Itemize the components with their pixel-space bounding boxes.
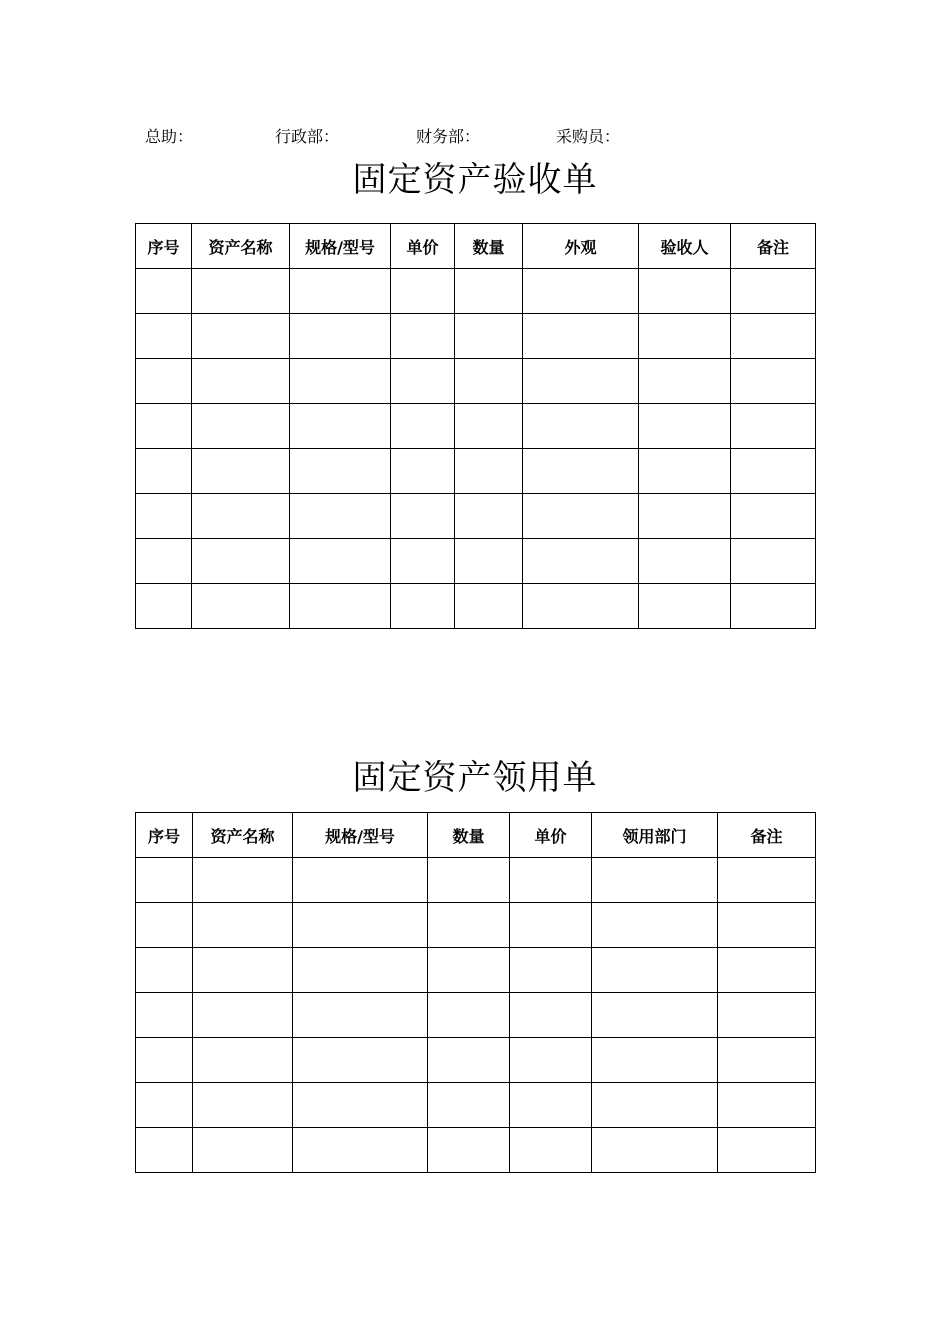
- empty-cell[interactable]: [136, 993, 193, 1038]
- empty-cell[interactable]: [193, 948, 293, 993]
- empty-cell[interactable]: [290, 269, 391, 314]
- empty-cell[interactable]: [510, 948, 592, 993]
- empty-cell[interactable]: [639, 269, 731, 314]
- empty-cell[interactable]: [391, 494, 455, 539]
- empty-cell[interactable]: [455, 269, 523, 314]
- table-row: [136, 494, 816, 539]
- empty-cell[interactable]: [193, 1038, 293, 1083]
- empty-cell[interactable]: [455, 539, 523, 584]
- empty-cell[interactable]: [592, 1128, 718, 1173]
- table-row: [136, 449, 816, 494]
- empty-cell[interactable]: [731, 584, 816, 629]
- empty-cell[interactable]: [428, 1128, 510, 1173]
- table-row: [136, 1128, 816, 1173]
- empty-cell[interactable]: [592, 993, 718, 1038]
- empty-cell[interactable]: [523, 314, 639, 359]
- header-cell: 数量: [428, 813, 510, 858]
- empty-cell[interactable]: [718, 903, 816, 948]
- empty-cell[interactable]: [290, 314, 391, 359]
- empty-cell[interactable]: [293, 1128, 428, 1173]
- empty-cell[interactable]: [523, 494, 639, 539]
- empty-cell[interactable]: [428, 993, 510, 1038]
- table-row: [136, 314, 816, 359]
- empty-cell[interactable]: [731, 494, 816, 539]
- empty-cell[interactable]: [510, 1038, 592, 1083]
- empty-cell[interactable]: [718, 1038, 816, 1083]
- acceptance-form-title: 固定资产验收单: [352, 160, 598, 200]
- empty-cell[interactable]: [290, 539, 391, 584]
- empty-cell[interactable]: [136, 1038, 193, 1083]
- empty-cell[interactable]: [523, 584, 639, 629]
- empty-cell[interactable]: [455, 494, 523, 539]
- empty-cell[interactable]: [428, 948, 510, 993]
- empty-cell[interactable]: [391, 539, 455, 584]
- empty-cell[interactable]: [718, 1083, 816, 1128]
- header-cell: 序号: [136, 224, 192, 269]
- empty-cell[interactable]: [510, 1128, 592, 1173]
- table-row: [136, 1083, 816, 1128]
- empty-cell[interactable]: [731, 359, 816, 404]
- header-cell: 领用部门: [592, 813, 718, 858]
- empty-cell[interactable]: [290, 494, 391, 539]
- header-cell: 序号: [136, 813, 193, 858]
- empty-cell[interactable]: [192, 314, 290, 359]
- empty-cell[interactable]: [192, 584, 290, 629]
- empty-cell[interactable]: [193, 1083, 293, 1128]
- empty-cell[interactable]: [391, 269, 455, 314]
- signature-finance-dept: 财务部：: [416, 127, 481, 146]
- header-cell: 验收人: [639, 224, 731, 269]
- empty-cell[interactable]: [455, 404, 523, 449]
- empty-cell[interactable]: [523, 359, 639, 404]
- header-cell: 资产名称: [193, 813, 293, 858]
- table-row: [136, 948, 816, 993]
- empty-cell[interactable]: [718, 1128, 816, 1173]
- empty-cell[interactable]: [428, 1083, 510, 1128]
- empty-cell[interactable]: [136, 269, 192, 314]
- empty-cell[interactable]: [639, 449, 731, 494]
- empty-cell[interactable]: [193, 993, 293, 1038]
- empty-cell[interactable]: [592, 1038, 718, 1083]
- table-row: [136, 903, 816, 948]
- requisition-form-table: [135, 812, 816, 1173]
- header-cell: 规格/型号: [293, 813, 428, 858]
- header-cell: 单价: [510, 813, 592, 858]
- empty-cell[interactable]: [290, 449, 391, 494]
- empty-cell[interactable]: [193, 1128, 293, 1173]
- empty-cell[interactable]: [136, 903, 193, 948]
- acceptance-header-row: [136, 224, 816, 269]
- header-cell: 规格/型号: [290, 224, 391, 269]
- empty-cell[interactable]: [193, 858, 293, 903]
- empty-cell[interactable]: [718, 948, 816, 993]
- empty-cell[interactable]: [136, 948, 193, 993]
- empty-cell[interactable]: [391, 449, 455, 494]
- table-row: [136, 404, 816, 449]
- empty-cell[interactable]: [391, 404, 455, 449]
- empty-cell[interactable]: [510, 1083, 592, 1128]
- empty-cell[interactable]: [523, 404, 639, 449]
- empty-cell[interactable]: [293, 993, 428, 1038]
- empty-cell[interactable]: [136, 584, 192, 629]
- table-row: [136, 539, 816, 584]
- empty-cell[interactable]: [192, 494, 290, 539]
- signature-row: [0, 124, 950, 148]
- empty-cell[interactable]: [455, 449, 523, 494]
- empty-cell[interactable]: [136, 1083, 193, 1128]
- table-row: [136, 269, 816, 314]
- empty-cell[interactable]: [592, 903, 718, 948]
- empty-cell[interactable]: [523, 449, 639, 494]
- empty-cell[interactable]: [136, 539, 192, 584]
- header-cell: 备注: [731, 224, 816, 269]
- empty-cell[interactable]: [192, 404, 290, 449]
- empty-cell[interactable]: [455, 359, 523, 404]
- empty-cell[interactable]: [639, 539, 731, 584]
- empty-cell[interactable]: [639, 584, 731, 629]
- table-row: [136, 359, 816, 404]
- acceptance-body: [136, 269, 816, 629]
- acceptance-form-table: [135, 223, 816, 629]
- empty-cell[interactable]: [731, 449, 816, 494]
- empty-cell[interactable]: [192, 269, 290, 314]
- empty-cell[interactable]: [510, 993, 592, 1038]
- signature-purchaser: 采购员：: [556, 127, 621, 146]
- table-row: [136, 993, 816, 1038]
- requisition-form-title: 固定资产领用单: [352, 758, 598, 798]
- header-cell: 备注: [718, 813, 816, 858]
- empty-cell[interactable]: [293, 858, 428, 903]
- empty-cell[interactable]: [510, 903, 592, 948]
- empty-cell[interactable]: [523, 269, 639, 314]
- empty-cell[interactable]: [455, 314, 523, 359]
- requisition-body: [136, 858, 816, 1173]
- empty-cell[interactable]: [391, 584, 455, 629]
- table-row: [136, 1038, 816, 1083]
- empty-cell[interactable]: [592, 948, 718, 993]
- empty-cell[interactable]: [293, 1083, 428, 1128]
- empty-cell[interactable]: [136, 858, 193, 903]
- header-cell: 外观: [523, 224, 639, 269]
- empty-cell[interactable]: [731, 314, 816, 359]
- empty-cell[interactable]: [510, 858, 592, 903]
- table-row: [136, 858, 816, 903]
- empty-cell[interactable]: [523, 539, 639, 584]
- empty-cell[interactable]: [592, 1083, 718, 1128]
- empty-cell[interactable]: [192, 359, 290, 404]
- empty-cell[interactable]: [639, 494, 731, 539]
- empty-cell[interactable]: [731, 539, 816, 584]
- empty-cell[interactable]: [455, 584, 523, 629]
- table-row: [136, 584, 816, 629]
- empty-cell[interactable]: [136, 494, 192, 539]
- empty-cell[interactable]: [290, 584, 391, 629]
- empty-cell[interactable]: [428, 903, 510, 948]
- empty-cell[interactable]: [193, 903, 293, 948]
- empty-cell[interactable]: [639, 359, 731, 404]
- requisition-header-row: [136, 813, 816, 858]
- empty-cell[interactable]: [731, 269, 816, 314]
- empty-cell[interactable]: [293, 1038, 428, 1083]
- empty-cell[interactable]: [428, 1038, 510, 1083]
- empty-cell[interactable]: [731, 404, 816, 449]
- empty-cell[interactable]: [592, 858, 718, 903]
- empty-cell[interactable]: [293, 903, 428, 948]
- signature-general-assistant: 总助：: [145, 127, 194, 146]
- header-cell: 资产名称: [192, 224, 290, 269]
- empty-cell[interactable]: [639, 314, 731, 359]
- empty-cell[interactable]: [290, 359, 391, 404]
- empty-cell[interactable]: [136, 359, 192, 404]
- empty-cell[interactable]: [136, 449, 192, 494]
- empty-cell[interactable]: [136, 1128, 193, 1173]
- empty-cell[interactable]: [391, 314, 455, 359]
- signature-admin-dept: 行政部：: [275, 127, 340, 146]
- empty-cell[interactable]: [192, 449, 290, 494]
- empty-cell[interactable]: [639, 404, 731, 449]
- empty-cell[interactable]: [428, 858, 510, 903]
- empty-cell[interactable]: [293, 948, 428, 993]
- empty-cell[interactable]: [290, 404, 391, 449]
- empty-cell[interactable]: [718, 993, 816, 1038]
- empty-cell[interactable]: [718, 858, 816, 903]
- empty-cell[interactable]: [391, 359, 455, 404]
- empty-cell[interactable]: [136, 314, 192, 359]
- empty-cell[interactable]: [192, 539, 290, 584]
- header-cell: 数量: [455, 224, 523, 269]
- empty-cell[interactable]: [136, 404, 192, 449]
- header-cell: 单价: [391, 224, 455, 269]
